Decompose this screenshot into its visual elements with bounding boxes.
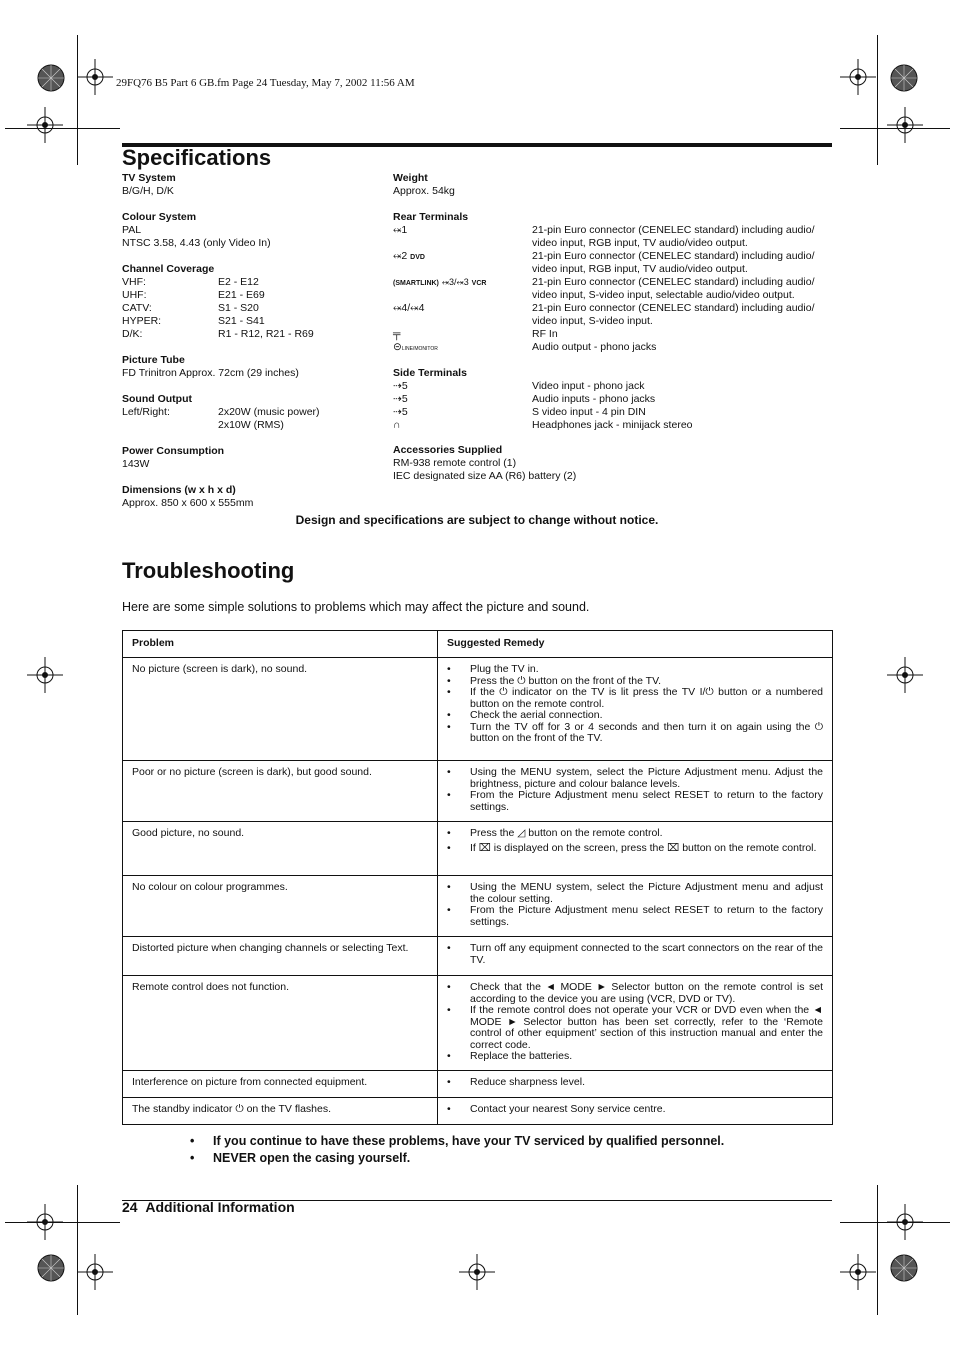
table-row	[123, 876, 833, 937]
remedy-header: Suggested Remedy	[438, 631, 833, 658]
remedy-cell: • Reduce sharpness level.	[438, 1071, 833, 1098]
side-terminal-row: ⇢5 S video input - 4 pin DIN	[393, 406, 646, 418]
rear-terminal-row: (SMARTLINK) ⬾3/⬾3 VCR 21-pin Euro connector (CENELEC standard) including audio/ video input, S-video input, selectable audio/video output.	[393, 276, 815, 301]
warning-2: •	[190, 1151, 195, 1165]
specs-left-column	[122, 172, 320, 510]
problem-cell: Remote control does not function.	[123, 976, 438, 1071]
tv-system-label: TV System	[122, 172, 176, 184]
problem-header: Problem	[123, 631, 438, 658]
troubleshooting-title: Troubleshooting	[122, 558, 295, 583]
audio-in-icon: ⇢	[393, 393, 402, 405]
side-terminal-row: ∩ Headphones jack - minijack stereo	[393, 419, 693, 431]
accessories-line2: IEC designated size AA (R6) battery (2)	[393, 470, 577, 482]
rear-terminal-row: ╤ RF In	[393, 328, 558, 340]
remedy-cell: • Contact your nearest Sony service centre.	[438, 1098, 833, 1125]
channel-coverage-label: Channel Coverage	[122, 263, 215, 275]
colour-system-line2: NTSC 3.58, 4.43 (only Video In)	[122, 237, 271, 249]
dimensions-value: Approx. 850 x 600 x 555mm	[122, 497, 254, 509]
table-header-row	[123, 631, 833, 658]
warning-1-text: If you continue to have these problems, have your TV serviced by qualified personnel.	[213, 1134, 725, 1148]
remedy-cell: • Using the MENU system, select the Picture Adjustment menu. Adjust the brightness, picture and colour balance levels. • From the Picture Adjustment menu select RESET to return to the factory settings.	[438, 761, 833, 822]
power-icon: ⏻	[517, 674, 526, 687]
side-terminals-label: Side Terminals	[393, 367, 467, 379]
picture-tube-label: Picture Tube	[122, 354, 185, 366]
side-terminal-row: ⇢5 Audio inputs - phono jacks	[393, 393, 656, 405]
channel-row: UHF: E21 - E69	[122, 289, 265, 301]
scart-icon: ⬾	[393, 224, 402, 236]
scart-icon: ⬾	[456, 277, 464, 287]
accessories-label: Accessories Supplied	[393, 444, 503, 456]
picture-tube-value: FD Trinitron Approx. 72cm (29 inches)	[122, 367, 299, 379]
scart-icon: ⬾	[410, 302, 419, 314]
s-video-icon: ⇢	[393, 406, 402, 418]
specifications-title: Specifications	[122, 145, 272, 170]
table-row	[123, 937, 833, 976]
rear-terminal-row: ⬾2 DVD 21-pin Euro connector (CENELEC standard) including audio/ video input, RGB input, TV audio/video output.	[393, 250, 815, 275]
table-row	[123, 1071, 833, 1098]
table-row	[123, 976, 833, 1071]
remedy-cell: • Press the ◿ button on the remote control. • If ⌧ is displayed on the screen, press the ⌧ button on the remote control.	[438, 822, 833, 876]
standby-icon: ⏻	[499, 686, 508, 698]
warning-1: •	[190, 1134, 195, 1148]
tv-standby-icon: I/⏻	[699, 686, 714, 698]
troubleshooting-intro: Here are some simple solutions to problems which may affect the picture and sound.	[122, 600, 590, 614]
colour-system-label: Colour System	[122, 211, 197, 223]
channel-row: D/K: R1 - R12, R21 - R69	[122, 328, 314, 340]
page-number: 24	[122, 1199, 138, 1215]
weight-label: Weight	[393, 172, 428, 184]
sound-output-row: Left/Right: 2x20W (music power)	[122, 406, 320, 418]
remedy-cell: • Plug the TV in. • Press the ⏻ button on the front of the TV. • If the ⏻ indicator on the TV is lit press the TV I/⏻ button or a numbered button on the remote control. • Check the aerial connection. • Turn the TV off for 3 or 4 seconds and then turn it on again using the ⏻ button on the front of the TV.	[438, 658, 833, 761]
standby-icon: ⏻	[235, 1103, 244, 1115]
rear-terminal-row: ⊝LINE/MONITOR Audio output - phono jacks	[393, 341, 657, 353]
rear-terminal-row: ⬾1 21-pin Euro connector (CENELEC standard) including audio/ video input, RGB input, TV audio/video output.	[393, 224, 815, 249]
troubleshooting-table	[122, 630, 833, 1125]
channel-row: HYPER: S21 - S41	[122, 315, 265, 327]
weight-value: Approx. 54kg	[393, 185, 455, 197]
problem-cell: Good picture, no sound.	[123, 822, 438, 876]
accessories-line1: RM-938 remote control (1)	[393, 457, 517, 469]
volume-icon: ◿	[517, 827, 526, 839]
remedy-cell: • Turn off any equipment connected to the scart connectors on the rear of the TV.	[438, 937, 833, 976]
table-row	[123, 1098, 833, 1125]
file-info-header: 29FQ76 B5 Part 6 GB.fm Page 24 Tuesday, May 7, 2002 11:56 AM	[116, 77, 415, 89]
headphones-icon: ∩	[393, 419, 401, 431]
audio-out-icon: ⊝	[393, 341, 402, 353]
problem-cell: No colour on colour programmes.	[123, 876, 438, 937]
mute-icon: ⌧	[667, 841, 680, 854]
specs-change-note: Design and specifications are subject to change without notice.	[295, 513, 659, 527]
sound-output-row2: 2x10W (RMS)	[218, 419, 284, 431]
problem-cell: The standby indicator ⏻ on the TV flashes.	[123, 1098, 438, 1125]
problem-cell: Interference on picture from connected equipment.	[123, 1071, 438, 1098]
problem-cell: Poor or no picture (screen is dark), but good sound.	[123, 761, 438, 822]
power-icon: ⏻	[814, 720, 823, 733]
rear-terminals-label: Rear Terminals	[393, 211, 469, 223]
colour-system-line1: PAL	[122, 224, 142, 236]
table-row	[123, 822, 833, 876]
remedy-cell: • Using the MENU system, select the Picture Adjustment menu and adjust the colour setting. • From the Picture Adjustment menu select RESET to return to the factory settings.	[438, 876, 833, 937]
table-row	[123, 658, 833, 761]
mute-icon: ⌧	[478, 841, 491, 854]
problem-cell: Distorted picture when changing channels or selecting Text.	[123, 937, 438, 976]
aerial-icon: ╤	[393, 328, 401, 340]
power-value: 143W	[122, 458, 150, 470]
side-terminal-row: ⇢5 Video input - phono jack	[393, 380, 645, 392]
footer-section: Additional Information	[145, 1199, 295, 1215]
sound-output-label: Sound Output	[122, 393, 192, 405]
remedy-cell: • Check that the ◄ MODE ► Selector button on the remote control is set according to the device you are using (VCR, DVD or TV). • If the remote control does not operate your VCR or DVD even when the ◄ MODE ► Selector button has been set correctly, refer to the ‘Remote control of other equipment’ section of this instruction manual and enter the correct code. • Replace the batteries.	[438, 976, 833, 1071]
table-row	[123, 761, 833, 822]
warning-2-text: NEVER open the casing yourself.	[213, 1151, 411, 1165]
channel-row: VHF: E2 - E12	[122, 276, 259, 288]
dimensions-label: Dimensions (w x h x d)	[122, 484, 236, 496]
scart-icon: ⬾	[393, 250, 402, 262]
tv-system-value: B/G/H, D/K	[122, 185, 174, 197]
scart-icon: ⬾	[393, 302, 402, 314]
specs-right-column	[393, 172, 833, 483]
video-in-icon: ⇢	[393, 380, 402, 392]
rear-terminal-row: ⬾4/⬾4 21-pin Euro connector (CENELEC standard) including audio/ video input, S-video input.	[393, 302, 815, 327]
scart-icon: ⬾	[441, 277, 450, 287]
problem-cell: No picture (screen is dark), no sound.	[123, 658, 438, 761]
power-label: Power Consumption	[122, 445, 225, 457]
page-footer	[122, 1199, 295, 1215]
channel-row: CATV: S1 - S20	[122, 302, 259, 314]
